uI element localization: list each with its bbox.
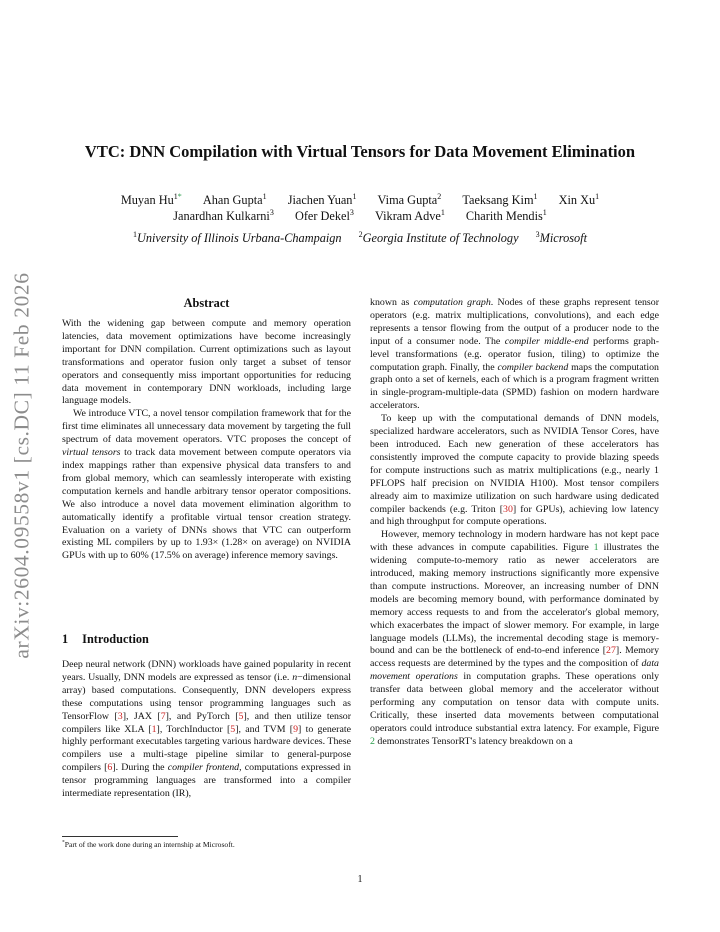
affiliation	[536, 231, 587, 245]
paper-title: VTC: DNN Compilation with Virtual Tensors for Data Movement Elimination	[84, 142, 636, 161]
author	[375, 209, 445, 223]
body-paragraph	[370, 297, 659, 413]
author-name: Taeksang Kim	[462, 193, 534, 207]
body-paragraph	[370, 529, 659, 748]
body-paragraph	[370, 413, 659, 529]
author-affiliation-mark: 1	[595, 191, 600, 201]
author	[295, 209, 354, 223]
author-name: Charith Mendis	[465, 209, 543, 223]
text-run: We introduce VTC, a novel tensor compilation framework that for the first time eliminates all unnecessary data movement by targeting the full spectrum of data movement operators. VTC proposes the concept of	[62, 408, 351, 446]
text-run: to track data movement between compute operators via index mappings rather than expensive physical data transfers to and from global memory, which can seamlessly interoperate with existing computation kernels and handle arbitrary tensor operator compositions. We also introduce a novel data movement elimination algorithm to automatically identify a profitable virtual tensor creation strategy. Evaluation on a variety of DNNs shows that VTC can outperform existing ML compilers by up to 1.93× (1.28× on average) on NVIDIA GPUs with up to 60% (17.5% on average) inference memory savings.	[62, 447, 351, 562]
author	[462, 193, 537, 207]
text-run: ]. Memory access requests are determined by the types and the composition of	[370, 645, 660, 670]
author-affiliation-mark: 1	[440, 207, 445, 217]
emphasis-text: computation graph	[413, 297, 491, 308]
affiliation-number: 3	[535, 229, 540, 239]
citation-link[interactable]: 5	[238, 710, 244, 722]
author-affiliation-mark: 1	[542, 207, 547, 217]
citation-link[interactable]: 5	[230, 723, 236, 735]
introduction-body-right	[370, 297, 659, 749]
author-name: Muyan Hu	[120, 193, 174, 207]
author	[173, 209, 274, 223]
author	[378, 193, 442, 207]
author	[466, 209, 547, 223]
affiliation	[133, 231, 342, 245]
text-run: ], and PyTorch [	[165, 710, 239, 722]
section-title: Introduction	[82, 632, 149, 646]
text-run: −dimensional array) based computations. Consequently, DNN developers express these computations using tensor programming languages such as TensorFlow [	[62, 671, 351, 722]
author-name: Janardhan Kulkarni	[173, 209, 270, 223]
citation-link[interactable]: 3	[117, 710, 123, 722]
author	[203, 193, 267, 207]
abstract-heading: Abstract	[183, 296, 230, 310]
text-run: To keep up with the computational demands of DNN models, specialized hardware accelerators, such as NVIDIA Tensor Cores, have been introduced. Each new generation of these accelerators has consistently improved the compute capacity to provide blazing speeds for compute instructions such as matrix multiplications (e.g., nearly 1 PFLOPS half precision on NVIDIA H100). Most tensor compilers already aim to maximize utilization on such hardware using dedicated compiler backends (e.g. Triton [	[370, 413, 659, 515]
footnote-rule	[62, 836, 178, 837]
author-name: Jiachen Yuan	[287, 193, 353, 207]
author-affiliation-mark: 1	[533, 191, 538, 201]
text-run: maps the computation graph onto a set of kernels, each of which is a program fragment written in single-program-multiple-data (SPMD) fashion on modern hardware accelerators.	[370, 361, 659, 412]
text-run: in computation graphs. These operations only transfer data between global memory and the accelerator without performing any computation on tensor data with compute units. Critically, these inserted data movements between computational operators could introduce substantial extra latency. For example, Figure	[370, 671, 660, 734]
author	[288, 193, 357, 207]
author-affiliation-mark: 3	[349, 207, 354, 217]
page-number: 1	[357, 874, 363, 885]
text-run: However, memory technology in modern hardware has not kept pace with these advances in compute capabilities. Figure	[370, 529, 659, 554]
text-run: ], JAX [	[122, 710, 161, 722]
text-run: Deep neural network (DNN) workloads have gained popularity in recent years. Usually, DNN models are expressed as tensor (i.e.	[62, 659, 351, 683]
author-affiliation-mark: 1	[262, 191, 267, 201]
text-run: ]. During the	[112, 762, 168, 774]
citation-link[interactable]: 1	[151, 723, 157, 735]
affiliation-name: Georgia Institute of Technology	[362, 231, 519, 245]
text-run: ] to generate highly performant executables targeting various hardware devices. These compilers use a multi-stage pipeline similar to general-purpose compilers [	[62, 723, 351, 774]
citation-link[interactable]: 6	[107, 762, 113, 774]
author-name: Vikram Adve	[374, 209, 441, 223]
affiliation-name: Microsoft	[539, 231, 587, 245]
math-symbol: n	[292, 671, 298, 683]
text-run: illustrates the widening compute-to-memory ratio as newer accelerators are introduced, making memory instructions significantly more expensive than compute instructions. Moreover, an increasing number of DNN models are becoming memory bound, with performance dominated by memory access requests to and from the accelerator's global memory, which exacerbates the impact of slower memory. For example, in large language models (LLMs), the incremental decoding stage is memory-bound and can be the bottleneck of end-to-end inference [	[370, 542, 659, 657]
text-run: , computations expressed in tensor programming languages are transformed into a compiler intermediate representation (IR),	[62, 762, 351, 800]
citation-link[interactable]: 30	[503, 503, 513, 515]
emphasis-text: compiler backend	[497, 361, 569, 373]
footnote	[62, 840, 351, 849]
author	[559, 193, 600, 207]
emphasis-text: virtual tensors	[62, 447, 121, 459]
text-run: known as	[370, 297, 414, 308]
affiliation-name: University of Illinois Urbana-Champaign	[136, 231, 342, 245]
emphasis-text: compiler middle-end	[504, 335, 589, 347]
author-name: Xin Xu	[558, 193, 596, 207]
text-run: ], and then utilize tensor compilers like XLA [	[62, 710, 352, 735]
author-name: Ahan Gupta	[202, 193, 263, 207]
footnote-mark: *	[62, 839, 65, 846]
author-affiliation-mark: 1	[352, 191, 357, 201]
section-heading-introduction	[62, 632, 351, 647]
citation-link[interactable]: 9	[293, 723, 299, 735]
text-run: . Nodes of these graphs represent tensor operators (e.g. matrix multiplications, convolutions), and each edge represents a tensor flowing from the output of a producer node to the input of a consumer node. The	[370, 297, 659, 347]
emphasis-text: compiler frontend	[167, 762, 240, 774]
author-list-row-1	[60, 193, 660, 208]
author	[121, 193, 182, 207]
emphasis-text: data movement operations	[370, 658, 659, 683]
arxiv-identifier[interactable]: arXiv:2604.09558v1 [cs.DC] 11 Feb 2026	[9, 272, 34, 659]
author-affiliation-mark: 1	[173, 191, 178, 201]
text-run: ], TorchInductor [	[156, 723, 231, 735]
citation-link[interactable]: 27	[606, 645, 616, 657]
text-run: performs graph-level transformations (e.g. operator fusion, tiling) to optimize the computation graph. Finally, the	[370, 335, 660, 373]
text-run: ], and TVM [	[235, 723, 294, 735]
abstract-paragraph	[62, 408, 351, 563]
affiliation-list	[60, 231, 660, 246]
introduction-body-left	[62, 659, 351, 801]
author-name: Ofer Dekel	[294, 209, 350, 223]
text-run: demonstrates TensorRT's latency breakdown on a	[374, 735, 573, 747]
body-paragraph	[62, 659, 351, 801]
citation-link[interactable]: 7	[160, 710, 166, 722]
abstract-body	[62, 318, 351, 563]
text-run: ] for GPUs), achieving low latency and high throughput for compute operations.	[370, 503, 659, 528]
affiliation	[359, 231, 519, 245]
author-name: Vima Gupta	[377, 193, 438, 207]
author-affiliation-mark: 3	[269, 207, 274, 217]
author-list-row-2	[60, 209, 660, 224]
section-number: 1	[62, 632, 69, 646]
author-affiliation-mark: 2	[437, 191, 442, 201]
footnote-text: Part of the work done during an internship at Microsoft.	[64, 840, 235, 849]
author-footnote-mark[interactable]: *	[177, 191, 182, 201]
affiliation-number: 2	[358, 229, 363, 239]
affiliation-number: 1	[132, 229, 137, 239]
figure-link[interactable]: 1	[593, 542, 599, 554]
abstract-paragraph: With the widening gap between compute and memory operation latencies, data movement optimizations have become increasingly important for DNN compilation. Current optimizations such as layout transformations and operator fusion only target a subset of tensor operators and consequently miss important opportunities for reducing data movement in contemporary DNN workloads, including large language models.	[62, 318, 351, 407]
figure-link[interactable]: 2	[370, 735, 375, 747]
